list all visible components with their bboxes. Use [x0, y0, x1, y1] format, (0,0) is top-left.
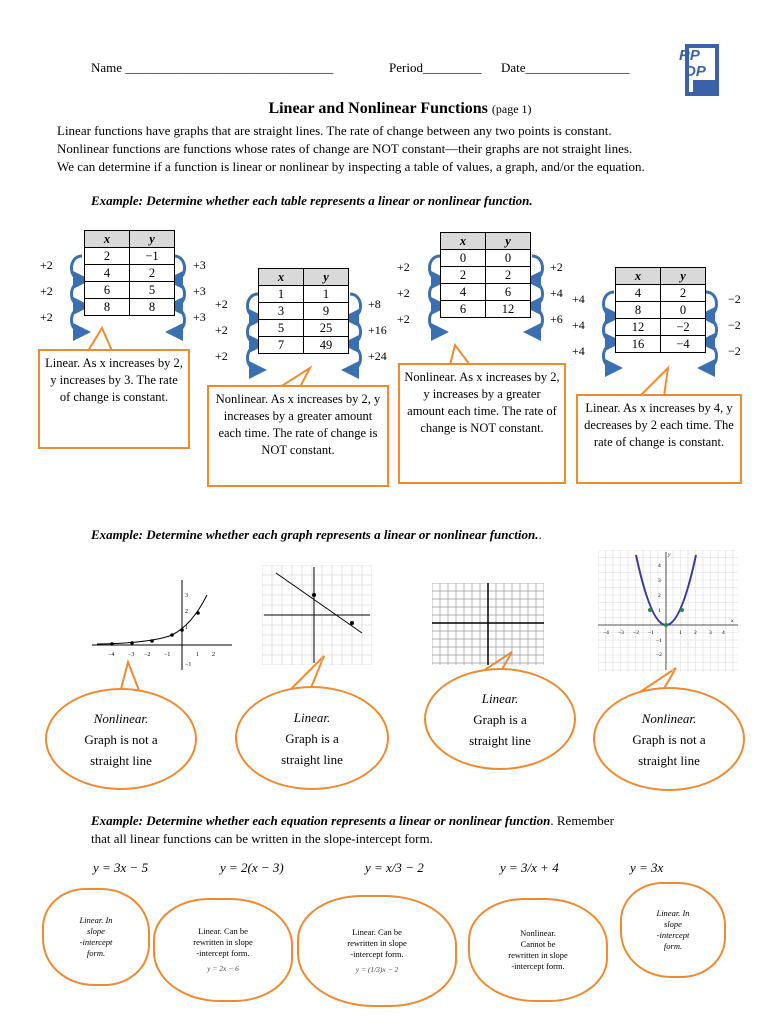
change-arrow-icon	[174, 256, 185, 280]
tick-label: 3	[185, 593, 188, 599]
left-increment: +4	[572, 344, 585, 358]
tick-label: −1	[656, 638, 662, 644]
left-increment: +2	[397, 312, 410, 326]
right-increment: +4	[550, 286, 563, 300]
graph-line	[262, 565, 372, 665]
right-increment: +3	[193, 258, 206, 272]
equation-note-5: Linear. In slope -intercept form.	[620, 882, 726, 978]
equation-3: y = x/3 − 2	[365, 860, 424, 875]
right-increment: +8	[368, 297, 381, 311]
graph-note-2: Linear. Graph is a straight line	[235, 686, 389, 790]
equations-heading: Example: Determine whether each equation represents a linear or nonlinear function. Remember that all linear functions can be written in the slope-intercept form.	[91, 813, 614, 846]
right-increment: +16	[368, 323, 387, 337]
svg-text:DP: DP	[685, 63, 706, 80]
left-increment: +2	[397, 260, 410, 274]
change-arrow-icon	[706, 318, 717, 342]
tick-label: −3	[128, 652, 135, 658]
name-field: Name ________________________________	[91, 60, 334, 75]
equation-note-2: Linear. Can be rewritten in slope -intercept form. y = 2x − 6	[153, 898, 293, 1002]
value-table-4: x y 4 2 8 0 12 −2 16 −4	[615, 267, 706, 353]
svg-text:RP: RP	[679, 47, 700, 64]
right-increment: −2	[728, 344, 741, 358]
tick-label: 3	[658, 578, 661, 584]
tick-label: −3	[618, 630, 624, 636]
equation-note-1: Linear. In slope -intercept form.	[42, 888, 150, 986]
right-increment: +24	[368, 349, 387, 363]
graphs-heading: Example: Determine whether each graph represents a linear or nonlinear function..	[91, 527, 542, 542]
change-arrow-icon	[350, 320, 361, 344]
table-note-4: Linear. As x increases by 4, y decreases by 2 each time. The rate of change is constant.	[576, 394, 742, 484]
change-arrow-icon	[430, 282, 441, 306]
page-title: Linear and Nonlinear Functions (page 1)	[268, 100, 532, 117]
tick-label: 1	[679, 630, 682, 636]
table-note-2: Nonlinear. As x increases by 2, y increases by a greater amount each time. The rate of change is NOT constant.	[207, 385, 389, 487]
axis-label: x	[731, 618, 734, 624]
graph-note-1: Nonlinear. Graph is not a straight line	[45, 688, 197, 790]
change-arrow-icon	[248, 320, 259, 344]
change-arrow-icon	[350, 346, 361, 370]
tick-label: 2	[185, 609, 188, 615]
tick-label: 4	[658, 563, 661, 569]
value-table-2: x y 1 1 3 9 5 25 7 49	[258, 268, 349, 354]
left-increment: +2	[215, 297, 228, 311]
equation-note-3: Linear. Can be rewritten in slope -intercept form. y = (1/3)x − 2	[297, 895, 457, 1007]
period-field: Period_________	[389, 60, 482, 75]
change-arrow-icon	[248, 294, 259, 318]
change-arrow-icon	[706, 344, 717, 368]
tables-heading: Example: Determine whether each table represents a linear or nonlinear function.	[91, 193, 533, 208]
change-arrow-icon	[532, 282, 543, 306]
left-increment: +2	[40, 284, 53, 298]
change-arrow-icon	[706, 292, 717, 316]
left-increment: +4	[572, 318, 585, 332]
tick-label: 2	[212, 652, 215, 658]
change-arrow-icon	[174, 282, 185, 306]
date-field: Date________________	[501, 60, 630, 75]
right-increment: +3	[193, 310, 206, 324]
tick-label: −2	[144, 652, 151, 658]
graph-parabola	[598, 550, 738, 672]
left-increment: +2	[40, 258, 53, 272]
tick-label: −4	[108, 652, 115, 658]
right-increment: −2	[728, 292, 741, 306]
logo	[675, 40, 720, 98]
tick-label: 1	[196, 652, 199, 658]
change-arrow-icon	[604, 292, 615, 316]
right-increment: +3	[193, 284, 206, 298]
value-table-1: x y 2 −1 4 2 6 5 8 8	[84, 230, 175, 316]
tick-label: 3	[709, 630, 712, 636]
callout-pointer	[450, 345, 470, 365]
value-table-3: x y 0 0 2 2 4 6 6 12	[440, 232, 531, 318]
change-arrow-icon	[604, 344, 615, 368]
tick-label: 2	[694, 630, 697, 636]
left-increment: +4	[572, 292, 585, 306]
tick-label: 1	[185, 625, 188, 631]
change-arrow-icon	[72, 308, 83, 332]
left-increment: +2	[397, 286, 410, 300]
change-arrow-icon	[604, 318, 615, 342]
change-arrow-icon	[174, 308, 185, 332]
callout-pointer	[88, 328, 112, 351]
tick-label: 4	[722, 630, 725, 636]
equation-1: y = 3x − 5	[93, 860, 149, 875]
change-arrow-icon	[248, 346, 259, 370]
graph-grid	[432, 583, 544, 665]
equation-2: y = 2(x − 3)	[220, 860, 284, 875]
equation-4: y = 3/x + 4	[500, 860, 559, 875]
change-arrow-icon	[72, 256, 83, 280]
tick-label: −2	[656, 652, 662, 658]
left-increment: +2	[40, 310, 53, 324]
table-note-3: Nonlinear. As x increases by 2, y increases by a greater amount each time. The rate of change is NOT constant.	[398, 363, 566, 484]
change-arrow-icon	[350, 294, 361, 318]
change-arrow-icon	[532, 256, 543, 280]
tick-label: −1	[164, 652, 171, 658]
graph-note-4: Nonlinear. Graph is not a straight line	[593, 687, 745, 791]
tick-label: 2	[658, 593, 661, 599]
tick-label: 1	[658, 608, 661, 614]
tick-label: −1	[185, 662, 192, 668]
change-arrow-icon	[532, 308, 543, 332]
left-increment: +2	[215, 349, 228, 363]
right-increment: +6	[550, 312, 563, 326]
change-arrow-icon	[430, 256, 441, 280]
tick-label: −1	[648, 630, 654, 636]
equation-5: y = 3x	[630, 860, 664, 875]
change-arrow-icon	[430, 308, 441, 332]
callout-pointer	[640, 368, 668, 396]
change-arrow-icon	[72, 282, 83, 306]
table-note-1: Linear. As x increases by 2, y increases by 3. The rate of change is constant.	[38, 349, 190, 449]
logo-icon	[675, 40, 720, 98]
tick-label: −2	[633, 630, 639, 636]
equation-note-4: Nonlinear. Cannot be rewritten in slope -intercept form.	[468, 898, 608, 1002]
axis-label: y	[668, 552, 671, 558]
intro-text: Linear functions have graphs that are straight lines. The rate of change between any two points is constant. Nonlinear functions are functions whose rates of change are NOT constant—their graphs are not straight lines. We can determine if a function is linear or nonlinear by inspecting a table of values, a graph, and/or the equation.	[57, 123, 645, 174]
graph-exponential	[92, 575, 232, 673]
right-increment: +2	[550, 260, 563, 274]
left-increment: +2	[215, 323, 228, 337]
tick-label: −4	[603, 630, 609, 636]
right-increment: −2	[728, 318, 741, 332]
graph-note-3: Linear. Graph is a straight line	[424, 668, 576, 770]
